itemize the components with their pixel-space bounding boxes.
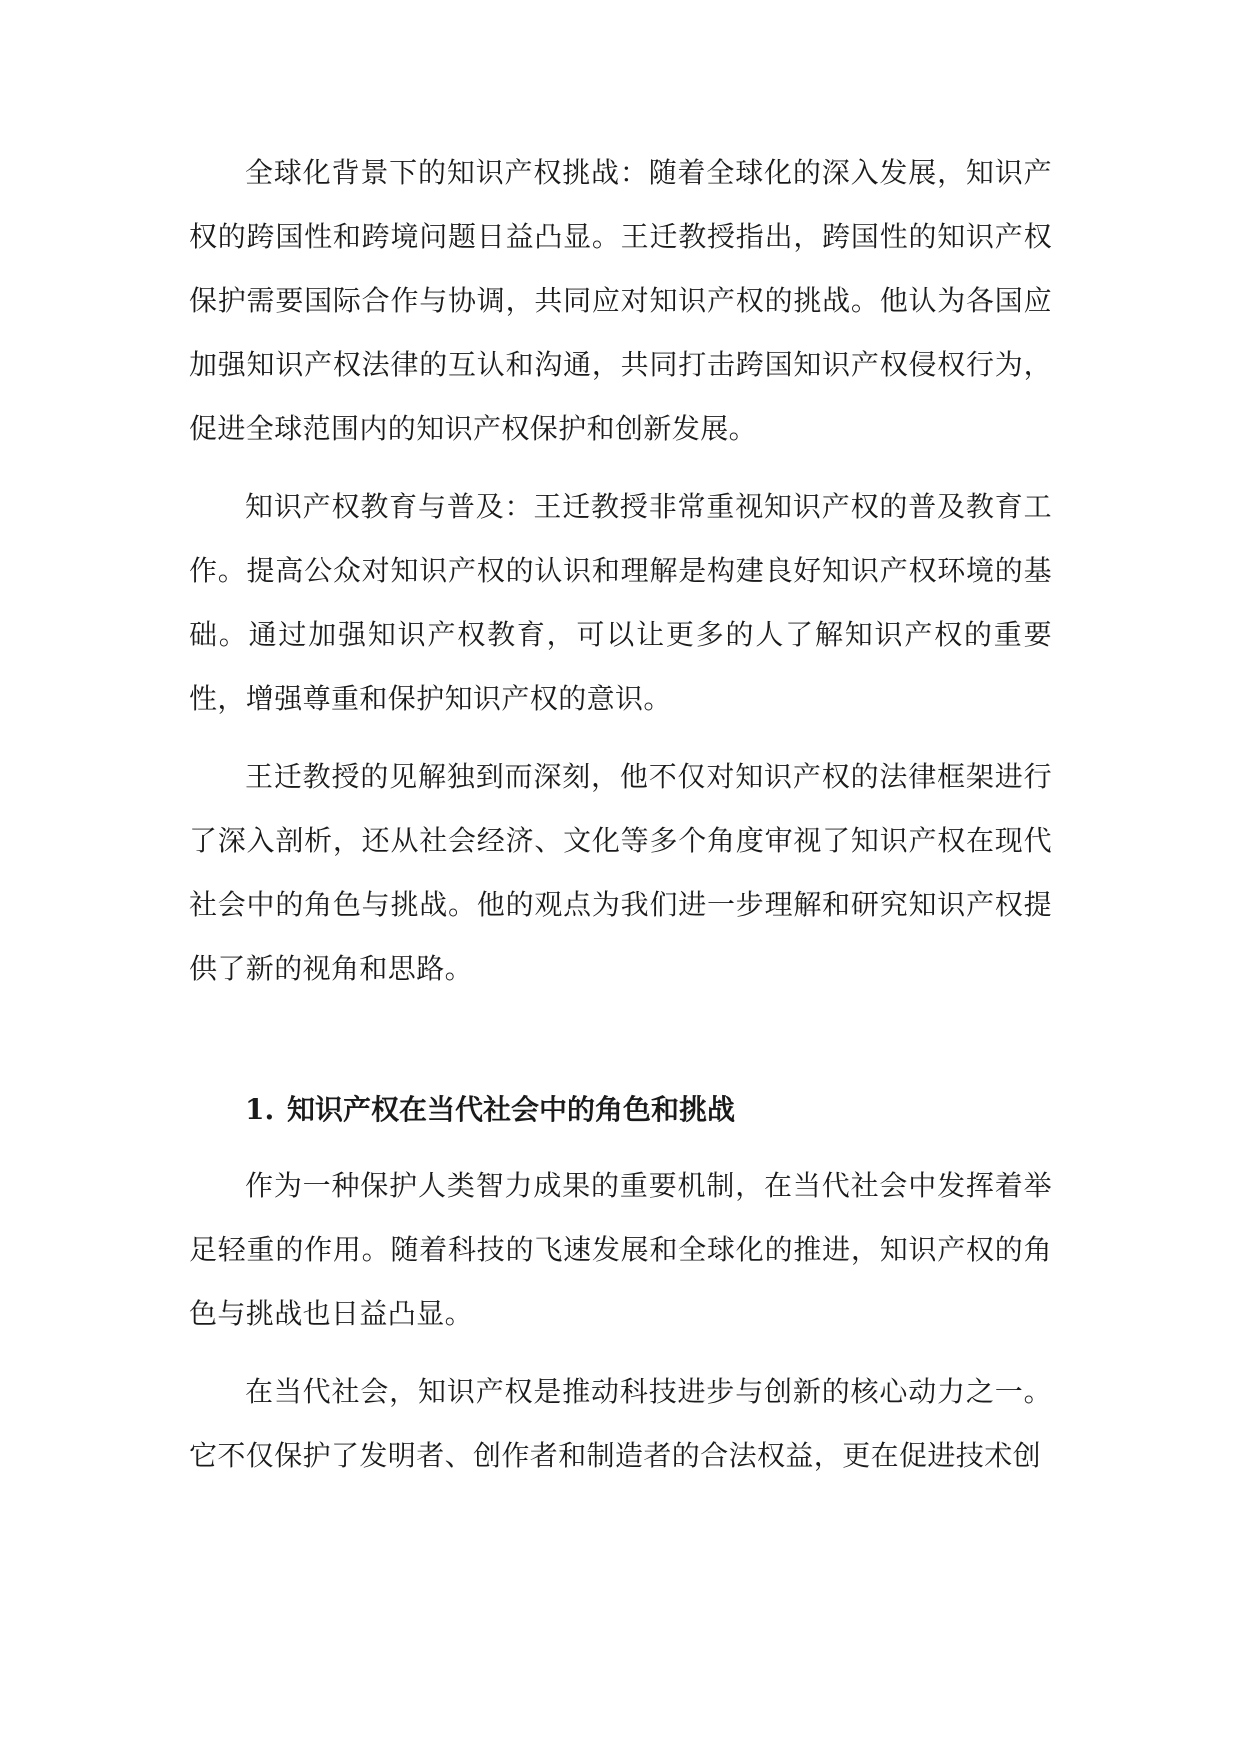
- section-title: 知识产权在当代社会中的角色和挑战: [287, 1093, 736, 1126]
- document-body: [189, 141, 1052, 1502]
- section-number: 1.: [245, 1093, 275, 1126]
- paragraph-globalization-challenges: 全球化背景下的知识产权挑战：随着全球化的深入发展，知识产权的跨国性和跨境问题日益凸显。王迁教授指出，跨国性的知识产权保护需要国际合作与协调，共同应对知识产权的挑战。他认为各国应加强知识产权法律的互认和沟通，共同打击跨国知识产权侵权行为，促进全球范围内的知识产权保护和创新发展。: [189, 156, 1052, 445]
- paragraph-ip-education: 知识产权教育与普及：王迁教授非常重视知识产权的普及教育工作。提高公众对知识产权的认识和理解是构建良好知识产权环境的基础。通过加强知识产权教育，可以让更多的人了解知识产权的重要性，增强尊重和保护知识产权的意识。: [189, 490, 1052, 715]
- paragraph-professor-insights: 王迁教授的见解独到而深刻，他不仅对知识产权的法律框架进行了深入剖析，还从社会经济、文化等多个角度审视了知识产权在现代社会中的角色与挑战。他的观点为我们进一步理解和研究知识产权提供了新的视角和思路。: [189, 760, 1052, 985]
- paragraph-ip-role: 作为一种保护人类智力成果的重要机制，在当代社会中发挥着举足轻重的作用。随着科技的飞速发展和全球化的推进，知识产权的角色与挑战也日益凸显。: [189, 1169, 1052, 1330]
- section-heading: [189, 1078, 1052, 1142]
- paragraph-ip-innovation: 在当代社会，知识产权是推动科技进步与创新的核心动力之一。它不仅保护了发明者、创作者和制造者的合法权益，更在促进技术创: [189, 1375, 1052, 1472]
